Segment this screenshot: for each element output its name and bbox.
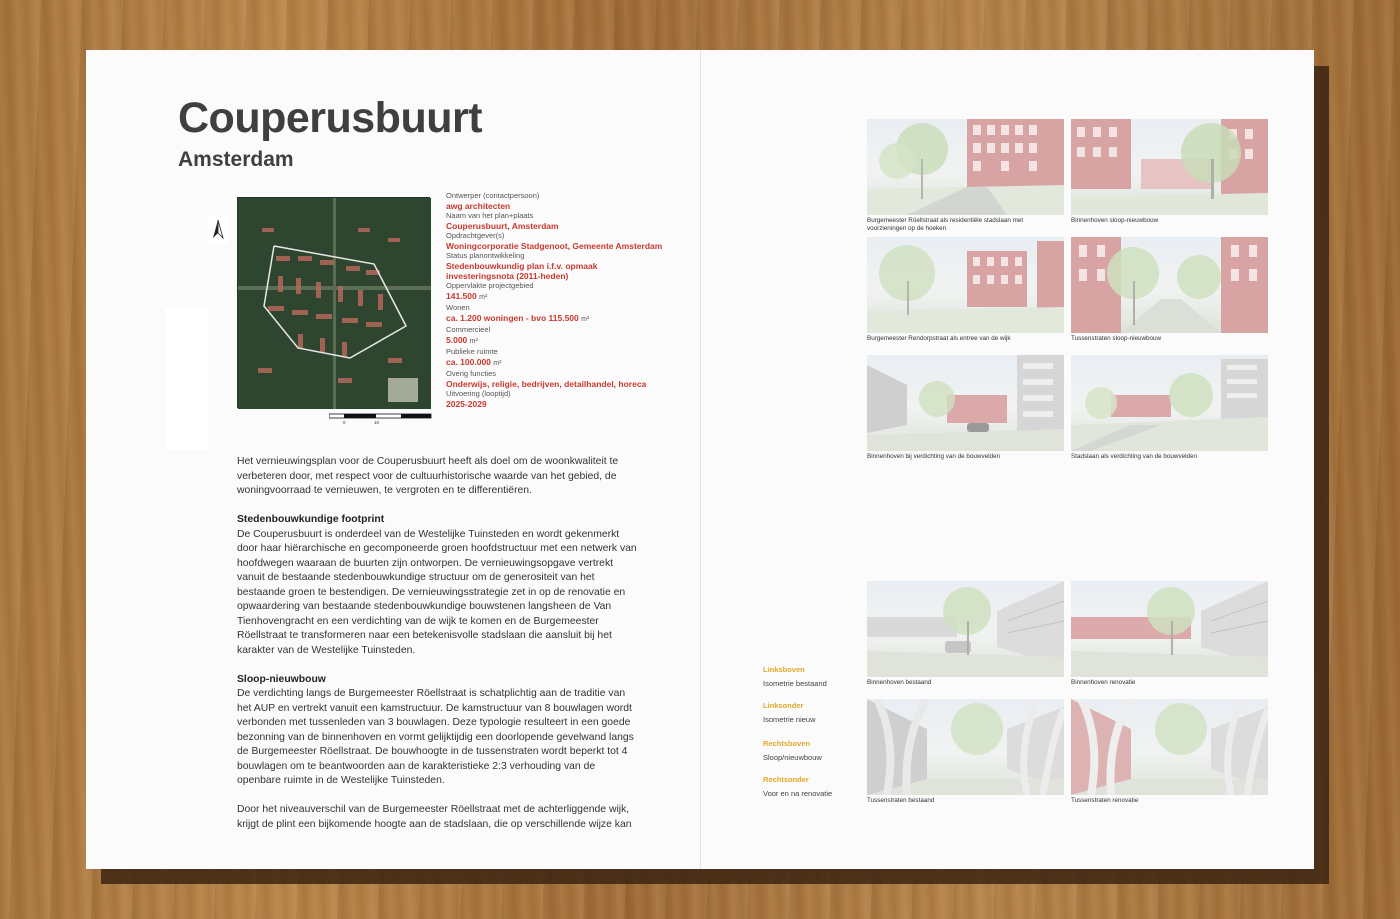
meta-value: awg architecten [446, 201, 511, 211]
aerial-map [237, 197, 430, 408]
rendering-image [867, 237, 1064, 333]
rendering-image [1071, 699, 1268, 795]
scale-bar [329, 411, 433, 430]
legend-item [763, 701, 853, 725]
meta-item [446, 211, 666, 231]
magazine-spread [86, 50, 1314, 869]
image-caption: Tussenstraten bestaand [867, 797, 935, 804]
body-paragraph: Door het niveauverschil van de Burgemeester Röellstraat met de achterliggende wijk, krijgt de plint een bijkomende hoogte aan de stadslaan, die op verschillende wijze kan [237, 804, 632, 830]
meta-value: ca. 100.000 [446, 357, 491, 367]
rendering-image [867, 699, 1064, 795]
meta-unit: m² [581, 316, 590, 323]
rendering-image [1071, 119, 1268, 215]
page-gutter [700, 50, 701, 869]
section-heading: Stedenbouwkundige footprint [237, 514, 385, 525]
meta-item [446, 347, 666, 369]
meta-label: Wonen [446, 303, 470, 312]
meta-label: Status planontwikkeling [446, 251, 525, 260]
meta-value-wrap [446, 357, 666, 369]
meta-value-wrap [446, 313, 666, 325]
legend-text: Voor en na renovatie [763, 789, 833, 798]
image-caption: Burgemeester Röellstraat als residentiële stadslaan met voorzieningen op de hoeken [867, 217, 1024, 232]
meta-label: Opdrachtgever(s) [446, 231, 505, 240]
image-legend [763, 665, 853, 811]
rendering-image [1071, 581, 1268, 677]
legend-heading: Linksonder [763, 701, 804, 710]
rendering-image [867, 355, 1064, 451]
project-metadata [446, 191, 666, 409]
image-caption: Tussenstraten renovatie [1071, 797, 1139, 804]
legend-item [763, 665, 853, 689]
rendering-image [867, 581, 1064, 677]
legend-text: Sloop/nieuwbouw [763, 753, 822, 762]
meta-item [446, 325, 666, 347]
intro-paragraph: Het vernieuwingsplan voor de Couperusbuurt heeft als doel om de woonkwaliteit te verbeteren door, met respect voor de cultuurhistorische waarde van het gebied, de woningvoorraad te vernieuwen, te vergroten en te differentiëren. [237, 456, 619, 496]
body-paragraph: De verdichting langs de Burgemeester Röellstraat is schatplichtig aan de traditie van het AUP en vertrekt vanuit een kamstructuur. De kamstructuur van 8 bouwlagen wordt verbonden met tussenleden van 3 bouwlagen. Deze typologie resulteert in een goede bezonning van de binnenhoven en vormt gelijktijdig een doorlopende gevelwand langs de Burgemeester Röellstraat. De bouwhoogte in de tussenstraten wordt beperkt tot 4 bouwlagen om te beantwoorden aan de karakteristieke 2:3 verhouding van de openbare ruimte in de Westelijke Tuinsteden. [237, 688, 634, 786]
meta-value: Stedenbouwkundig plan i.f.v. opmaak investeringsnota (2011-heden) [446, 261, 598, 281]
north-arrow-icon [208, 216, 228, 244]
meta-item [446, 251, 666, 281]
meta-label: Publieke ruimte [446, 347, 498, 356]
meta-unit: m² [493, 360, 502, 367]
meta-value: 2025-2029 [446, 399, 487, 409]
article-body [237, 455, 637, 847]
meta-value: 141.500 [446, 291, 477, 301]
legend-text: Isometrie nieuw [763, 715, 816, 724]
scale-label-0: 0 [343, 420, 346, 425]
image-caption: Binnenhoven renovatie [1071, 679, 1136, 686]
meta-label: Oppervlakte projectgebied [446, 281, 534, 290]
legend-item [763, 775, 853, 799]
scale-label-10: 10 [374, 420, 380, 425]
legend-heading: Rechtsboven [763, 739, 811, 748]
meta-label: Overig functies [446, 369, 497, 378]
meta-label: Naam van het plan+plaats [446, 211, 534, 220]
meta-value: Woningcorporatie Stadgenoot, Gemeente Amsterdam [446, 241, 663, 251]
rendering-image [1071, 237, 1268, 333]
image-caption: Binnenhoven sloop-nieuwbouw [1071, 217, 1159, 224]
margin-block [165, 308, 208, 450]
meta-label: Ontwerper (contactpersoon) [446, 191, 540, 200]
meta-item [446, 191, 666, 211]
meta-item [446, 231, 666, 251]
image-caption: Binnenhoven bij verdichting van de bouwvelden [867, 453, 1001, 460]
section-heading: Sloop-nieuwbouw [237, 673, 326, 685]
page-subtitle: Amsterdam [178, 148, 294, 171]
meta-unit: m² [479, 294, 488, 301]
meta-item [446, 369, 666, 389]
meta-item [446, 389, 666, 409]
meta-value: Onderwijs, religie, bedrijven, detailhandel, horeca [446, 379, 647, 389]
image-caption: Stadslaan als verdichting van de bouwvelden [1071, 453, 1198, 460]
page-title: Couperusbuurt [178, 94, 483, 142]
meta-value: Couperusbuurt, Amsterdam [446, 221, 559, 231]
meta-label: Commercieel [446, 325, 491, 334]
body-paragraph: De Couperusbuurt is onderdeel van de Westelijke Tuinsteden en wordt gekenmerkt door haar hiërarchische en gecomponeerde groen hoofdstructuur met een netwerk van hoofdwegen waaraan de buurten zijn ontworpen. De vernieuwingsopgave vertrekt vanuit de bestaande stedenbouwkundige structuur om de generositeit van het bestaande groen te bestendigen. De vernieuwingsstrategie zet in op de renovatie en opwaardering van bestaande stedenbouwkundige bouwstenen langsheen de Van Tienhovengracht en een verdichting van de wijk te komen en de Burgemeester Röellstraat te transformeren naar een betekenisvolle stadslaan die aansluit bij het karakter van de Westelijke Tuinsteden. [237, 528, 637, 656]
meta-item [446, 281, 666, 303]
meta-value-wrap [446, 291, 666, 303]
legend-text: Isometrie bestaand [763, 679, 827, 688]
meta-value: 5.000 [446, 335, 468, 345]
legend-heading: Rechtsonder [763, 775, 809, 784]
image-caption: Tussenstraten sloop-nieuwbouw [1071, 335, 1162, 342]
meta-item [446, 303, 666, 325]
rendering-image [1071, 355, 1268, 451]
legend-heading: Linksboven [763, 665, 805, 674]
meta-value: ca. 1.200 woningen - bvo 115.500 [446, 313, 579, 323]
meta-label: Uitvoering (looptijd) [446, 389, 511, 398]
meta-value-wrap [446, 335, 666, 347]
image-caption: Binnenhoven bestaand [867, 679, 932, 686]
meta-unit: m² [469, 338, 478, 345]
rendering-image [867, 119, 1064, 215]
legend-item [763, 739, 853, 763]
image-caption: Burgemeester Rendorpstraat als entree van de wijk [867, 335, 1011, 342]
